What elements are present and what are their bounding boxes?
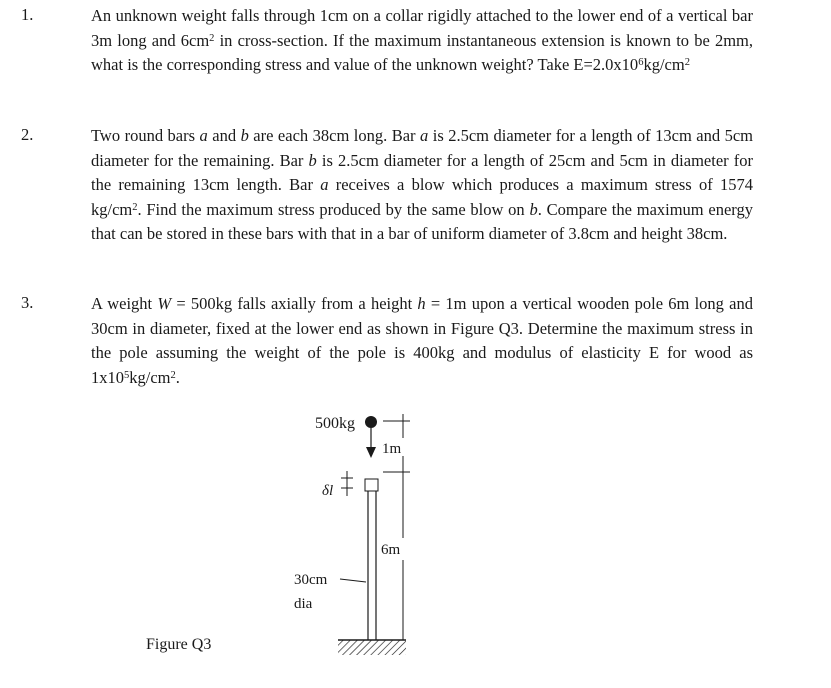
length-label: 6m [381,542,401,558]
collar [365,479,378,491]
question-3-number: 3. [21,293,34,312]
wooden-pole [368,491,376,640]
question-1-text: An unknown weight falls through 1cm on a collar rigidly attached to the lower end of a vertical bar 3m long and $6cm^2$ in cross-section. If the maximum instantaneous extension is known to be 2mm, what is the corresponding stress and value of the unknown weight? Take $E=2.0x10^6kg/cm^2$ [91,6,753,75]
drop-arrow-icon [366,447,376,458]
question-2-number: 2. [21,125,34,144]
weight-label: 500kg [315,415,355,432]
diameter-label-2: dia [294,596,313,612]
diameter-label-1: 30cm [294,572,328,588]
figure-caption: Figure Q3 [146,636,212,653]
diameter-leader [340,579,366,582]
delta-label: δl [322,483,334,499]
question-1-number: 1. [21,5,34,24]
question-3-text: A weight W = 500kg falls axially from a height h = 1m upon a vertical wooden pole 6m long and 30cm in diameter, fixed at the lower end as shown in Figure Q3. Determine the maximum stress in the pole assuming the weight of the pole is 400kg and modulus of elasticity E for wood as $1x10^5kg/cm^2$. [91,294,753,387]
delta-marker [341,471,353,496]
fixed-base-hatch [338,640,406,655]
question-2-text: Two round bars a and b are each 38cm long. Bar a is 2.5cm diameter for a length of 13cm and 5cm diameter for the remaining. Bar b is 2.5cm diameter for a length of 25cm and 5cm in diameter for the remaining 13cm length. Bar a receives a blow which produces a maximum stress of 1574 $kg/cm^2$. Find the maximum stress produced by the same blow on b. Compare the maximum energy that can be stored in these bars with that in a bar of uniform diameter of 3.8cm and height 38cm. [91,126,754,244]
drop-label: 1m [382,441,402,457]
weight-ball [365,416,377,428]
